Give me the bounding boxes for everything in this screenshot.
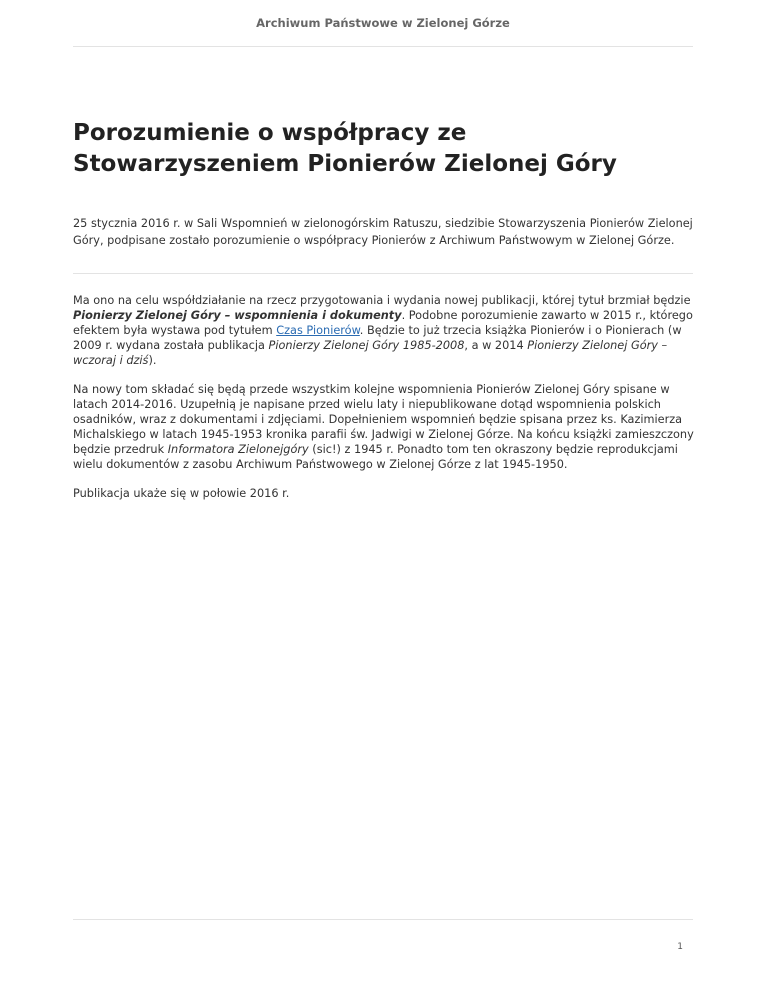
page-footer	[73, 919, 693, 952]
book-title-2014: Pionierzy Zielonej Góry – wczoraj i dziś	[73, 339, 668, 367]
text-segment: . Będzie to już trzecia książka Pionierów i o Pionierach (w 2009 r. wydana została publikacja	[73, 324, 682, 352]
article-lead: 25 stycznia 2016 r. w Sali Wspomnień w zielonogórskim Ratuszu, siedzibie Stowarzyszenia Pionierów Zielonej Góry, podpisane zostało porozumienie o współpracy Pionierów z Archiwum Państwowym w Zielonej Górze.	[73, 215, 693, 274]
text-segment: ).	[148, 354, 157, 367]
text-segment: Ma ono na celu współdziałanie na rzecz przygotowania i wydania nowej publikacji, której tytuł brzmiał będzie	[73, 294, 691, 307]
article	[73, 118, 695, 501]
text-segment: Na nowy tom składać się będą przede wszystkim kolejne wspomnienia Pionierów Zielonej Góry spisane w latach 2014-2016. Uzupełnią je napisane przed wielu laty i niepublikowane dotąd wspomnienia polskich osadników, wraz z dokumentami i zdjęciami. Dopełnieniem wspomnień będzie spisana przez ks. Kazimierza Michalskiego w latach 1945-1953 kronika parafii św. Jadwigi w Zielonej Górze. Na końcu książki zamieszczony będzie przedruk	[73, 383, 694, 456]
book-title-2009: Pionierzy Zielonej Góry 1985-2008	[268, 339, 465, 352]
text-segment: (sic!) z 1945 r. Ponadto tom ten okraszony będzie reprodukcjami wielu dokumentów z zasobu Archiwum Państwowego w Zielonej Górze z lat 1945-1950.	[73, 443, 678, 471]
text-segment: . Podobne porozumienie zawarto w 2015 r., którego efektem była wystawa pod tytułem	[73, 309, 693, 337]
article-title: Porozumienie o współpracy ze Stowarzyszeniem Pionierów Zielonej Góry	[73, 120, 617, 177]
text-segment: , a w 2014	[464, 339, 528, 352]
informator-title: Informatora Zielonejgóry	[167, 443, 309, 456]
publication-title: Pionierzy Zielonej Góry – wspomnienia i dokumenty	[73, 309, 402, 322]
paragraph-1	[73, 293, 695, 368]
czas-pionierow-link[interactable]: Czas Pionierów	[276, 324, 360, 337]
paragraph-3: Publikacja ukaże się w połowie 2016 r.	[73, 487, 290, 500]
page-number: 1	[677, 942, 683, 952]
paragraph-2	[73, 382, 695, 472]
page-header	[73, 0, 693, 47]
site-name: Archiwum Państwowe w Zielonej Górze	[256, 16, 510, 30]
